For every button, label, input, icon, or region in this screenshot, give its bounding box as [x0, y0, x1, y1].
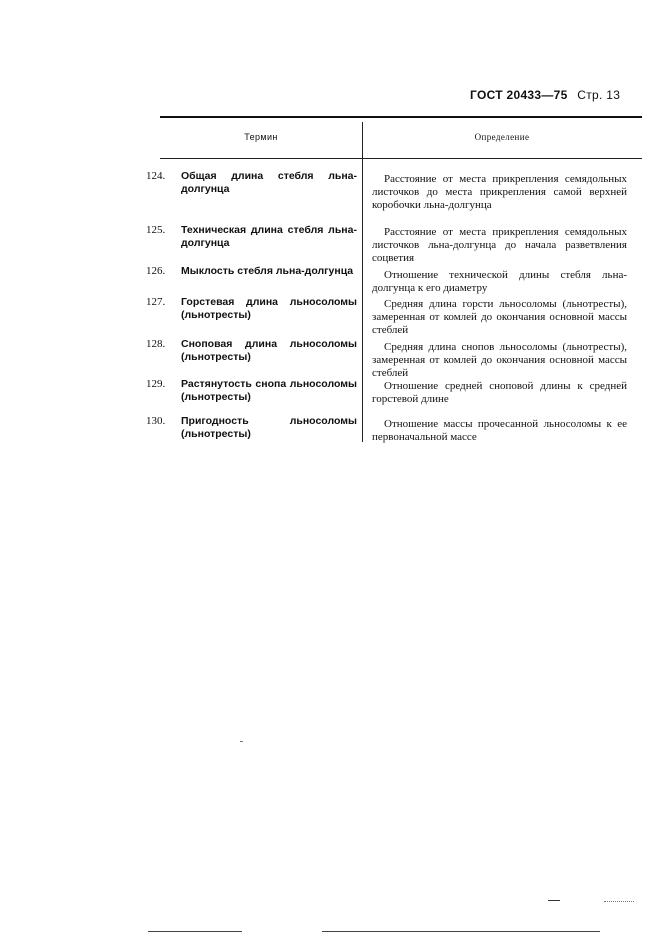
page-header [470, 88, 640, 102]
entry-number: 128. [146, 338, 166, 350]
entry-definition: Отношение массы прочесанной льносоломы к ее первоначальной массе [372, 418, 627, 443]
entry-number: 125. [146, 224, 166, 236]
entry-definition: Средняя длина горсти льносоломы (льнотресты), замеренная от комлей до окончания основной массы стеблей [372, 298, 627, 336]
entry-number: 129. [146, 378, 166, 390]
column-header-definition: Определение [474, 132, 530, 142]
entry-definition: Расстояние от места прикрепления семядольных листочков до места прикрепления самой верхней коробочки льна-долгунца [372, 173, 627, 211]
entry-term: Растянутость снопа льносоломы (льнотресты) [181, 378, 357, 403]
table-header-rule [160, 158, 642, 159]
bottom-edge-line [322, 931, 600, 932]
standard-number: ГОСТ 20433—75 [470, 88, 568, 102]
page-number: Стр. 13 [577, 88, 621, 102]
entry-term: Пригодность льносоломы (льнотресты) [181, 415, 357, 440]
column-header-term: Термин [244, 132, 278, 142]
table-top-rule [160, 116, 642, 118]
scan-mark [548, 900, 560, 901]
column-divider [362, 122, 363, 442]
scan-mark [240, 741, 243, 742]
entry-number: 127. [146, 296, 166, 308]
entry-term: Общая длина стебля льна-долгунца [181, 170, 357, 195]
entry-term: Горстевая длина льносоломы (льнотресты) [181, 296, 357, 321]
entry-definition: Расстояние от места прикрепления семядольных листочков льна-долгунца до начала разветвления соцветия [372, 226, 627, 264]
entry-number: 130. [146, 415, 166, 427]
entry-number: 124. [146, 170, 166, 182]
entry-term: Мыклость стебля льна-долгунца [181, 265, 354, 277]
entry-term: Техническая длина стебля льна-долгунца [181, 224, 357, 249]
entry-term: Сноповая длина льносоломы (льнотресты) [181, 338, 357, 363]
entry-number: 126. [146, 265, 166, 277]
entry-definition: Средняя длина снопов льносоломы (льнотресты), замеренная от комлей до окончания основной массы стеблей [372, 341, 627, 379]
entry-definition: Отношение средней сноповой длины к средней горстевой длине [372, 380, 627, 405]
bottom-edge-line [148, 931, 242, 932]
scan-mark [604, 901, 634, 902]
entry-definition: Отношение технической длины стебля льна-долгунца к его диаметру [372, 269, 627, 294]
